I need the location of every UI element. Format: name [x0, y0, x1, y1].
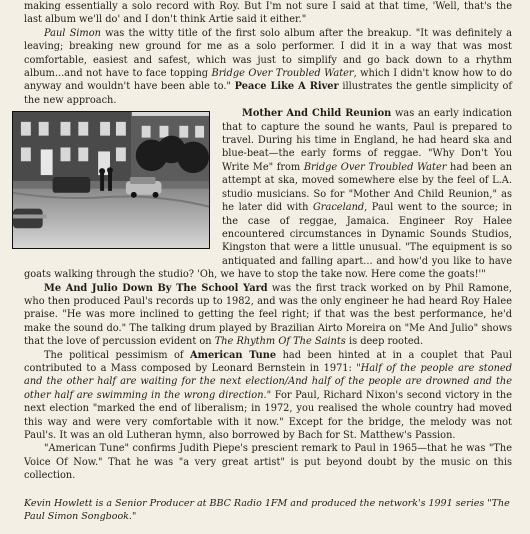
album-title-graceland: Graceland — [312, 202, 365, 214]
paragraph-text: For Paul, Richard Nixon's second victory in the next election "marked the end of liberalism; in 1972, you realised the whole country had moved this way and were very comfortable with it now." Except for the bridge, the melody was not Paul's. It was an old Lutheran hymn, also borrowed by Bach for St. Matthew's Passion. — [24, 389, 512, 441]
paragraph-text: had been an attempt at ska, moved somewhere else by the feel of L.A. studio musicians. So for "Mother And Child Reunion," as he later did with — [222, 161, 513, 214]
song-title-me-and-julio: Me And Julio Down By The School Yard — [44, 282, 268, 294]
paragraph-text: had been hinted at in a couplet that Paul contributed to a Mass composed by Leonard Bernstein in 1971: — [24, 349, 512, 374]
paragraph-american-tune — [24, 349, 512, 443]
paragraph-text: , which I didn't know how to do anyway and wouldn't have been able to." — [24, 68, 513, 93]
paragraph-text: making essentially a solo record with Roy. But I'm not sure I said at that time, 'Well, that's the last album we'll do' and I don't think Artie said it either." — [24, 1, 512, 26]
paragraph-intro-continued — [24, 0, 512, 27]
album-title-bridge: Bridge Over Troubled Water — [303, 161, 447, 173]
album-title-rhythm-of-the-saints: The Rhythm Of The Saints — [214, 336, 346, 348]
paragraph-text: , Paul went to the source; in the case of reggae, Jamaica. Engineer Roy Halee encountered circumstances in Dynamic Sounds Studios, Kingston that were a little unusual. "The equipment is so antiquated and falling apart... and how'd you like to have goats walking through the studio? 'Oh, we have to stop the take now. Here come the goats!'" — [24, 202, 512, 281]
street-photo — [12, 111, 210, 249]
bernstein-mass-quote: "Half of the people are stoned and the other half are waiting for the next election/And half of the people are drowned and the other half are swimming in the wrong direction." — [24, 362, 512, 401]
album-title-paul-simon: Paul Simon — [44, 27, 101, 39]
paragraph-voice-of-now — [24, 442, 512, 482]
paragraph-paul-simon-album — [24, 27, 512, 107]
paragraph-me-and-julio — [24, 282, 512, 349]
paragraph-text: was the first track worked on by Phil Ramone, who then produced Paul's records up to 1982, and was the only engineer he had heard Roy Halee praise. "He was more inclined to getting the feel right; if that was the best performance, he'd make the sound do." The talking drum played by Brazilian Airto Moreira on "Me And Julio" shows that the love of percussion evident on — [24, 282, 513, 348]
album-title-bridge: Bridge Over Troubled Water — [211, 68, 354, 80]
song-title-american-tune: American Tune — [189, 349, 277, 361]
author-credit — [24, 497, 512, 523]
paragraph-text: "American Tune" confirms Judith Piepe's prescient remark to Paul in 1965—that he was "The Voice Of Now." That he was "a very great artist" is put beyond doubt by the music on this collection. — [24, 443, 512, 482]
song-title-mother-and-child-reunion: Mother And Child Reunion — [242, 108, 392, 120]
paragraph-text: illustrates the gentle simplicity of the new approach. — [24, 81, 512, 106]
song-title-peace-like-a-river: Peace Like A River — [234, 81, 339, 93]
paragraph-text: was the witty title of the first solo album after the breakup. "It was definitely a leaving; breaking new ground for me as a solo performer. I did it in a way that was most comfortable, easiest and safest, which was just to simplify and go back down to a rhythm album...and not have to face topping — [24, 27, 512, 80]
paragraph-text: is deep rooted. — [345, 336, 424, 348]
author-credit-text: Kevin Howlett is a Senior Producer at BBC Radio 1FM and produced the network's 1991 series "The Paul Simon Songbook." — [24, 497, 510, 522]
paragraph-text: was an early indication that to capture the sound he wants, Paul is prepared to travel. During his time in England, he had heard ska and blue-beat—the early forms of reggae. "Why Don't You Write Me" from — [222, 108, 512, 173]
paragraph-text: The political pessimism of — [44, 349, 190, 361]
street-photo-image — [13, 112, 209, 248]
